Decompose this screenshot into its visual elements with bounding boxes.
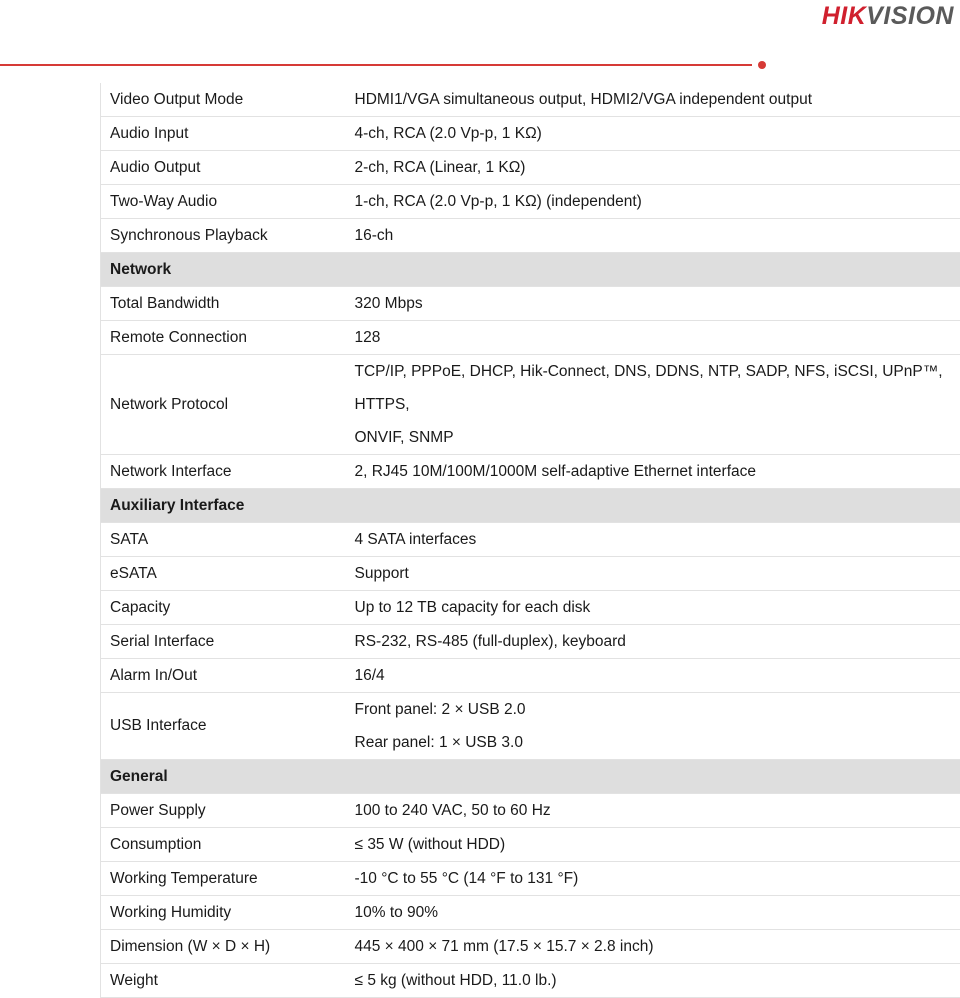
spec-label: Total Bandwidth: [101, 287, 347, 321]
spec-label: Two-Way Audio: [101, 185, 347, 219]
spec-value: 16-ch: [347, 219, 960, 253]
spec-row: [101, 693, 960, 760]
spec-row: [101, 896, 960, 930]
spec-label: Video Output Mode: [101, 83, 347, 117]
section-header-row: [101, 253, 960, 287]
spec-row: [101, 355, 960, 455]
spec-label: Power Supply: [101, 794, 347, 828]
spec-label: Audio Output: [101, 151, 347, 185]
spec-table: [100, 83, 960, 998]
spec-value: 4-ch, RCA (2.0 Vp-p, 1 KΩ): [347, 117, 960, 151]
spec-value: 2-ch, RCA (Linear, 1 KΩ): [347, 151, 960, 185]
section-title: General: [101, 760, 347, 794]
spec-label: Remote Connection: [101, 321, 347, 355]
spec-row: [101, 591, 960, 625]
spec-label: USB Interface: [101, 693, 347, 760]
spec-value: ≤ 35 W (without HDD): [347, 828, 960, 862]
spec-row: [101, 117, 960, 151]
section-header-row: [101, 489, 960, 523]
spec-row: [101, 625, 960, 659]
spec-label: Synchronous Playback: [101, 219, 347, 253]
section-header-row: [101, 760, 960, 794]
spec-row: [101, 83, 960, 117]
spec-row: [101, 219, 960, 253]
spec-value: RS-232, RS-485 (full-duplex), keyboard: [347, 625, 960, 659]
spec-value: 16/4: [347, 659, 960, 693]
spec-value: -10 °C to 55 °C (14 °F to 131 °F): [347, 862, 960, 896]
spec-value: [347, 693, 960, 760]
spec-value: 10% to 90%: [347, 896, 960, 930]
spec-label: Working Temperature: [101, 862, 347, 896]
spec-row: [101, 321, 960, 355]
spec-row: [101, 151, 960, 185]
spec-value: 2, RJ45 10M/100M/1000M self-adaptive Ethernet interface: [347, 455, 960, 489]
spec-value: 320 Mbps: [347, 287, 960, 321]
spec-value: HDMI1/VGA simultaneous output, HDMI2/VGA independent output: [347, 83, 960, 117]
spec-value: [347, 355, 960, 455]
spec-value: 1-ch, RCA (2.0 Vp-p, 1 KΩ) (independent): [347, 185, 960, 219]
spec-label: Network Protocol: [101, 355, 347, 455]
spec-row: [101, 828, 960, 862]
spec-value: 445 × 400 × 71 mm (17.5 × 15.7 × 2.8 inch): [347, 930, 960, 964]
section-filler: [347, 760, 960, 794]
spec-label: Working Humidity: [101, 896, 347, 930]
spec-row: [101, 557, 960, 591]
hikvision-logo: HIKVISION: [822, 2, 954, 31]
spec-label: Weight: [101, 964, 347, 998]
header-rule-dot: [758, 61, 766, 69]
spec-row: [101, 862, 960, 896]
spec-label: Capacity: [101, 591, 347, 625]
spec-label: SATA: [101, 523, 347, 557]
spec-value: 128: [347, 321, 960, 355]
spec-value-line: Front panel: 2 × USB 2.0: [355, 693, 960, 726]
spec-label: Consumption: [101, 828, 347, 862]
spec-value: 100 to 240 VAC, 50 to 60 Hz: [347, 794, 960, 828]
spec-value-line: TCP/IP, PPPoE, DHCP, Hik-Connect, DNS, DDNS, NTP, SADP, NFS, iSCSI, UPnP™, HTTPS,: [355, 355, 960, 421]
spec-value: Support: [347, 557, 960, 591]
spec-row: [101, 930, 960, 964]
spec-label: Audio Input: [101, 117, 347, 151]
spec-value-line: ONVIF, SNMP: [355, 421, 960, 454]
spec-value: Up to 12 TB capacity for each disk: [347, 591, 960, 625]
section-title: Network: [101, 253, 347, 287]
spec-label: Dimension (W × D × H): [101, 930, 347, 964]
spec-label: Network Interface: [101, 455, 347, 489]
spec-value: ≤ 5 kg (without HDD, 11.0 lb.): [347, 964, 960, 998]
spec-row: [101, 185, 960, 219]
spec-row: [101, 964, 960, 998]
spec-label: Alarm In/Out: [101, 659, 347, 693]
header-rule: [0, 64, 752, 66]
spec-row: [101, 287, 960, 321]
section-filler: [347, 489, 960, 523]
spec-value-line: Rear panel: 1 × USB 3.0: [355, 726, 960, 759]
spec-label: eSATA: [101, 557, 347, 591]
spec-row: [101, 659, 960, 693]
spec-value: 4 SATA interfaces: [347, 523, 960, 557]
spec-row: [101, 455, 960, 489]
section-title: Auxiliary Interface: [101, 489, 347, 523]
spec-label: Serial Interface: [101, 625, 347, 659]
spec-row: [101, 523, 960, 557]
section-filler: [347, 253, 960, 287]
spec-row: [101, 794, 960, 828]
